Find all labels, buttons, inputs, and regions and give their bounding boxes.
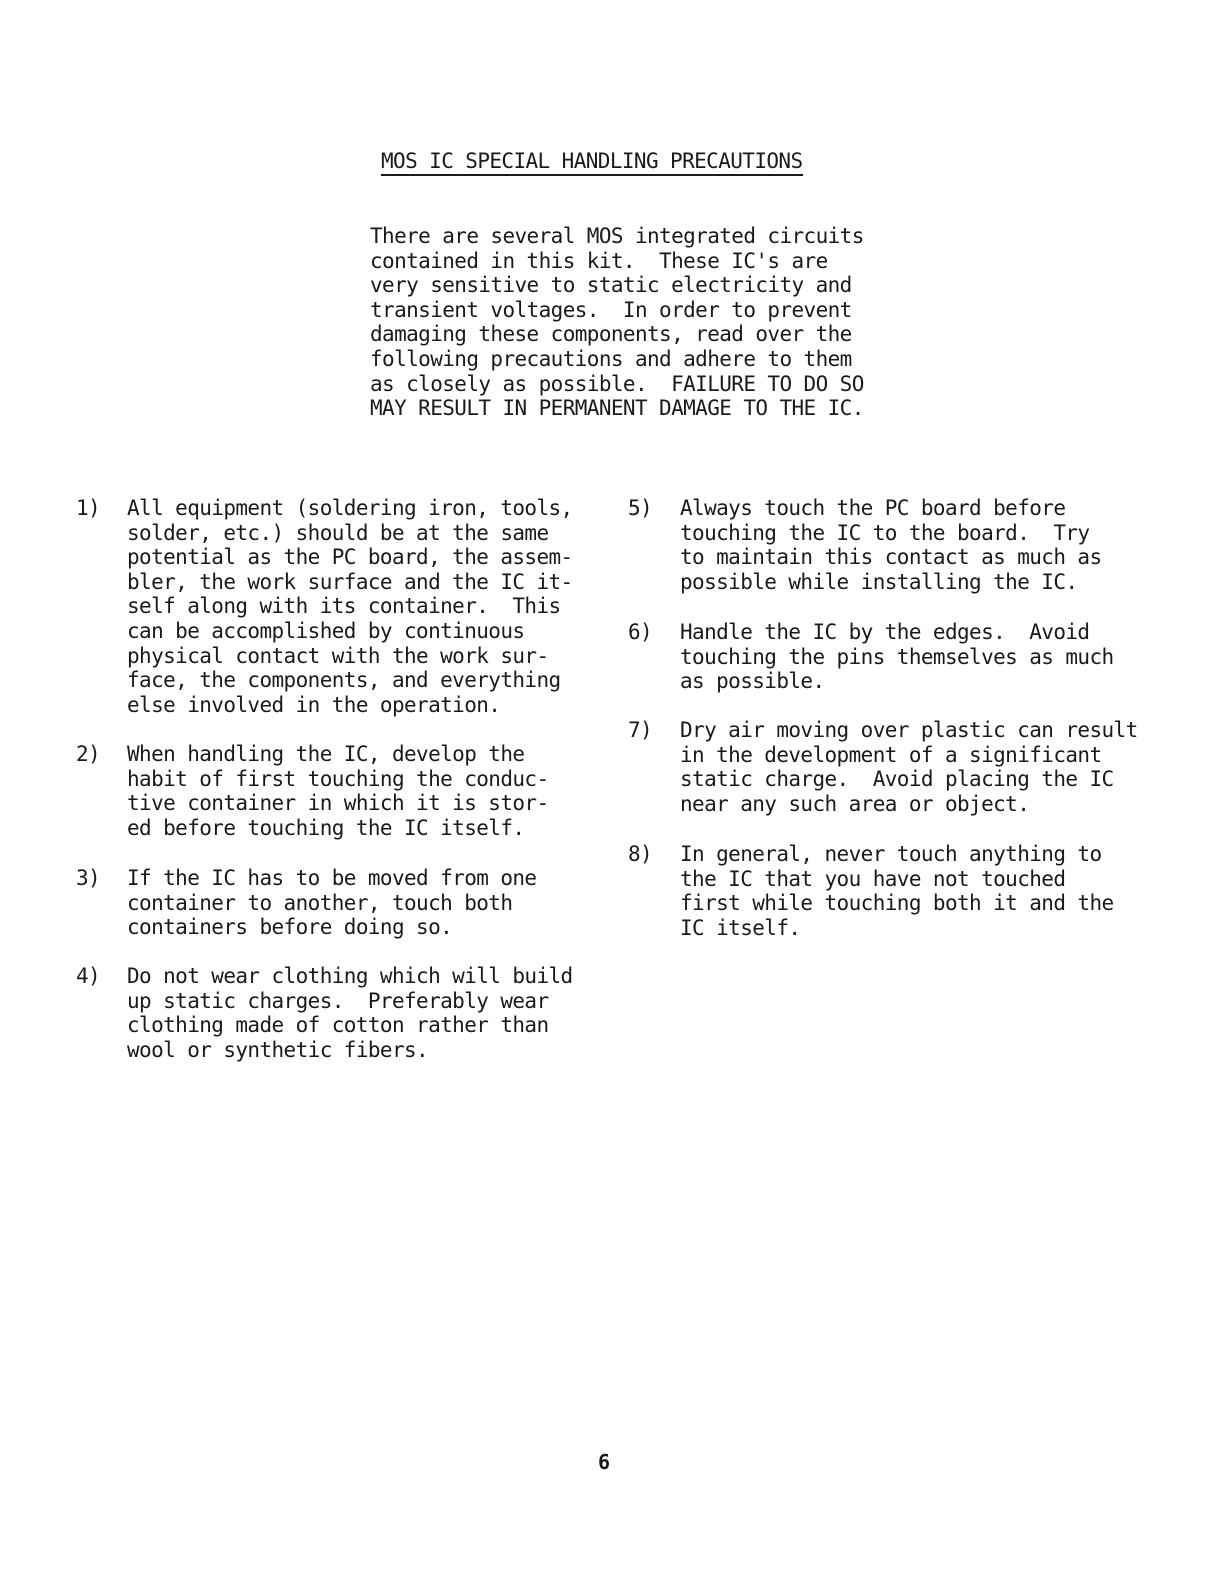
- item-text: Do not wear clothing which will build up static charges. Preferably wear clothing made of cotton rather than wool or synthetic fibers.: [127, 964, 573, 1062]
- item-number: 7): [628, 718, 653, 742]
- item-text: Handle the IC by the edges. Avoid touching the pins themselves as much as possible.: [680, 620, 1114, 694]
- item-number: 1): [76, 496, 101, 520]
- item-text: When handling the IC, develop the habit of first touching the conduc- tive container in which it is stor- ed before touching the IC itself.: [127, 742, 549, 840]
- item-number: 3): [76, 866, 101, 890]
- item-number: 4): [76, 964, 101, 988]
- item-text: If the IC has to be moved from one container to another, touch both containers before doing so.: [127, 866, 537, 940]
- item-text: Dry air moving over plastic can result in the development of a significant static charge. Avoid placing the IC near any such area or object.: [680, 718, 1138, 816]
- item-number: 5): [628, 496, 653, 520]
- item-number: 2): [76, 742, 101, 766]
- page-title: MOS IC SPECIAL HANDLING PRECAUTIONS: [381, 148, 803, 176]
- item-number: 8): [628, 842, 653, 866]
- item-number: 6): [628, 620, 653, 644]
- item-text: All equipment (soldering iron, tools, solder, etc.) should be at the same potential as the PC board, the assem- bler, the work surface and the IC it- self along with its container. This can be accomplished by continuous physical contact with the work sur- face, the components, and everything else involved in the operation.: [127, 496, 573, 717]
- item-text: In general, never touch anything to the IC that you have not touched first while touching both it and the IC itself.: [680, 842, 1114, 940]
- intro-paragraph: There are several MOS integrated circuits contained in this kit. These IC's are very sensitive to static electricity and transient voltages. In order to prevent damaging these components, read over the following precautions and adhere to them as closely as possible. FAILURE TO DO SO MAY RESULT IN PERMANENT DAMAGE TO THE IC.: [370, 224, 864, 421]
- page-number: 6: [598, 1450, 611, 1474]
- item-text: Always touch the PC board before touching the IC to the board. Try to maintain this contact as much as possible while installing the IC.: [680, 496, 1102, 594]
